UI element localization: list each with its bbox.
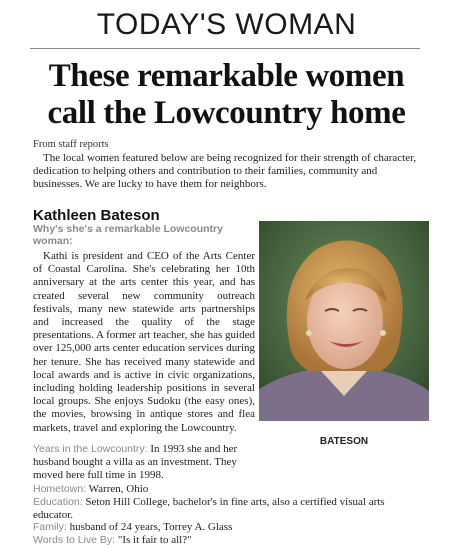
years-text: In 1993 she and her husband bought a villa as an investment. They moved here full time in 1998. bbox=[33, 443, 238, 482]
headline bbox=[0, 58, 453, 132]
hometown-label: Hometown: bbox=[33, 483, 87, 495]
family-text: husband of 24 years, Torrey A. Glass bbox=[69, 521, 233, 533]
section-divider bbox=[30, 48, 420, 49]
hometown-text: Warren, Ohio bbox=[88, 483, 149, 495]
family bbox=[33, 521, 423, 534]
education bbox=[33, 496, 423, 522]
hometown bbox=[33, 483, 423, 496]
intro-paragraph bbox=[33, 152, 423, 191]
words-to-live-by bbox=[33, 534, 423, 547]
profile-description bbox=[33, 250, 255, 435]
byline: From staff reports bbox=[33, 139, 109, 150]
intro-text: The local women featured below are being recognized for their strength of character, dedication to helping others and contribution to their families, community and businesses. We are lucky to have them for neighbors. bbox=[33, 152, 417, 190]
headline-line-2: call the Lowcountry home bbox=[47, 95, 406, 131]
words-label: Words to Live By: bbox=[33, 534, 116, 546]
education-text: Seton Hill College, bachelor's in fine arts, also a certified visual arts educator. bbox=[33, 496, 385, 522]
section-title: TODAY'S WOMAN bbox=[96, 8, 357, 41]
years-in-lowcountry bbox=[33, 443, 255, 483]
profile-name: Kathleen Bateson bbox=[33, 207, 160, 224]
profile-description-text: Kathi is president and CEO of the Arts Center of Coastal Carolina. She's celebrating her 10th anniversary at the arts center this year, and has created several new community outreach festivals, many new statewide arts partnerships and increased the quality of the stage presentations. A former art teacher, she has guided over 125,000 arts center education services during her tenure. She has received many statewide and local awards and is active in civic organizations, including holding leadership positions in several local groups. She enjoys Sudoku (the easy ones), the movies, browsing in antique stores and flea markets, travel and exploring the Lowcountry. bbox=[33, 250, 255, 434]
profile-photo bbox=[259, 221, 429, 421]
photo-caption: BATESON bbox=[319, 436, 369, 447]
family-label: Family: bbox=[33, 521, 67, 533]
portrait-image bbox=[259, 221, 429, 421]
headline-line-1: These remarkable women bbox=[48, 58, 405, 94]
years-label: Years in the Lowcountry: bbox=[33, 443, 148, 455]
words-text: "Is it fair to all?" bbox=[117, 534, 192, 546]
why-label: Why's she's a remarkable Lowcountry woman: bbox=[33, 223, 223, 247]
education-label: Education: bbox=[33, 496, 83, 508]
